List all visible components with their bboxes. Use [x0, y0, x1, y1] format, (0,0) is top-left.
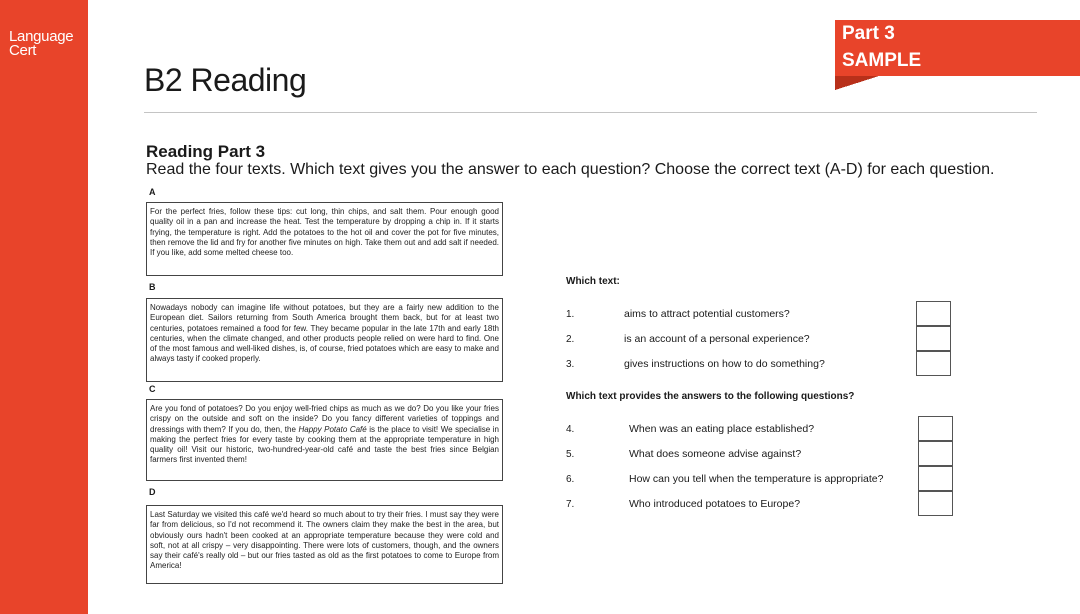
text-c-letter: C	[149, 384, 156, 394]
question-6-text: How can you tell when the temperature is appropriate?	[629, 473, 884, 485]
page-title: B2 Reading	[144, 62, 307, 98]
instructions: Read the four texts. Which text gives you the answer to each question? Choose the correct text (A-D) for each question.	[146, 161, 995, 178]
left-accent-bar	[0, 0, 88, 614]
text-d-box: Last Saturday we visited this café we'd heard so much about to try their fries. I must say they were far from delicious, so I'd not recommend it. The owners claim they make the best in the area, but obviously ours hadn't been cooked at an appropriate temperature because they were cold and soft, not at all crispy – very disappointing. There were lots of customers, though, and the owners say their café's really old – but our fries tasted as old as the first potatoes to come to Europe from America!	[146, 505, 503, 584]
text-a-letter: A	[149, 187, 156, 197]
text-c-box	[146, 399, 503, 481]
answer-box-1[interactable]	[916, 301, 951, 326]
question-1-number: 1.	[566, 309, 575, 320]
logo-line-1: Language	[9, 28, 74, 45]
cafe-name: Happy Potato Café	[298, 424, 367, 434]
question-4-number: 4.	[566, 424, 575, 435]
answer-box-6[interactable]	[918, 466, 953, 491]
answer-box-4[interactable]	[918, 416, 953, 441]
text-a-box: For the perfect fries, follow these tips: cut long, thin chips, and salt them. Pour enough good quality oil in a pan and increase the heat. Test the temperature by dropping a chip in. If it starts frying, the temperature is right. Add the potatoes to the hot oil and cover the pot for five minutes, then remove the lid and fry for another five minutes on high. Take them out and add salt if needed. If you like, add some melted cheese too.	[146, 202, 503, 276]
text-c-body-end: is the place to visit! We specialise in making the perfect fries for every taste by cooking them at the appropriate temperature in high quality oil! Visit our historic, two-hundred-year-old café and taste the best fries since Belgian farmers first invented them!	[150, 424, 500, 465]
question-5-number: 5.	[566, 449, 575, 460]
question-7-number: 7.	[566, 499, 575, 510]
question-3-number: 3.	[566, 359, 575, 370]
answer-box-7[interactable]	[918, 491, 953, 516]
question-2-number: 2.	[566, 334, 575, 345]
question-1-text: aims to attract potential customers?	[624, 308, 790, 320]
text-c-body-start: Are you fond of potatoes? Do you enjoy well-fried chips as much as we do? Do you like your fries crispy on the outside and soft on the inside? Do you fancy different varieties of toppings and dressings with them? If you do, then, the	[150, 404, 499, 434]
questions-heading-2: Which text provides the answers to the following questions?	[566, 391, 855, 402]
question-6-number: 6.	[566, 474, 575, 485]
question-2-text: is an account of a personal experience?	[624, 333, 810, 345]
question-3-text: gives instructions on how to do something?	[624, 358, 825, 370]
languagecert-logo	[9, 30, 73, 58]
ribbon-part-label: Part 3	[842, 23, 895, 44]
title-divider	[144, 112, 1037, 113]
text-d-letter: D	[149, 487, 156, 497]
answer-box-3[interactable]	[916, 351, 951, 376]
part-ribbon	[835, 20, 1080, 76]
answer-box-2[interactable]	[916, 326, 951, 351]
section-title: Reading Part 3	[146, 142, 266, 161]
question-5-text: What does someone advise against?	[629, 448, 802, 460]
logo-line-2: Cert	[9, 42, 37, 59]
ribbon-fold	[835, 76, 879, 90]
questions-heading-1: Which text:	[566, 276, 620, 287]
question-7-text: Who introduced potatoes to Europe?	[629, 498, 801, 510]
text-b-letter: B	[149, 282, 156, 292]
answer-box-5[interactable]	[918, 441, 953, 466]
text-b-box: Nowadays nobody can imagine life without potatoes, but they are a fairly new addition to the European diet. Sailors returning from South America brought them back, but for at least two centuries, potatoes remained a food for few. They became popular in the late 17th and early 18th centuries, when the climate changed, and other products people relied on were hard to find. One of the most famous and well-liked dishes, is, of course, fried potatoes which are easy to make and always tasty if cooked properly.	[146, 298, 503, 382]
question-4-text: When was an eating place established?	[629, 423, 815, 435]
ribbon-sample-label: SAMPLE	[842, 50, 922, 71]
